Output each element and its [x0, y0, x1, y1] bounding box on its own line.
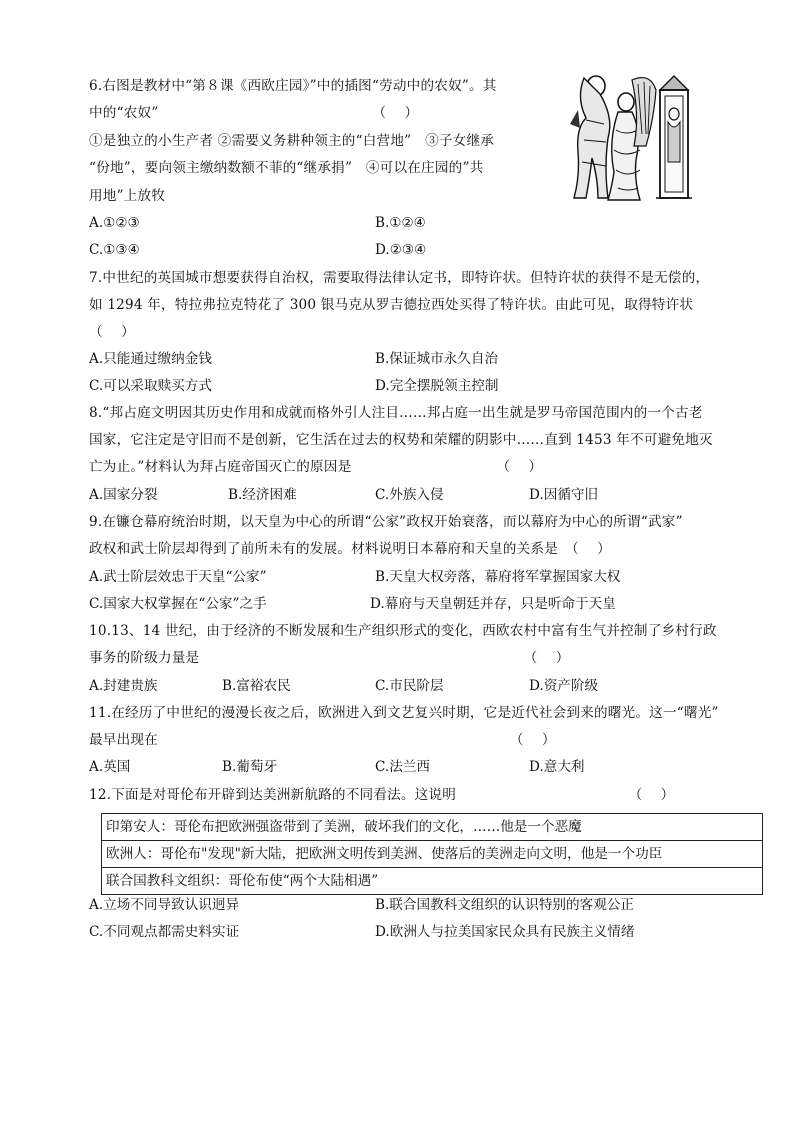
q9-option-b: B.天皇大权旁落，幕府将军掌握国家大权: [375, 569, 621, 585]
q7-option-b: B.保证城市永久自治: [375, 351, 499, 367]
q8-option-c: C.外族入侵: [375, 487, 444, 503]
table-row: [102, 841, 763, 868]
q9-option-a: A.武士阶层效忠于天皇“公家”: [89, 569, 267, 585]
q9-line-1: 9.在镰仓幕府统治时期，以天皇为中心的所谓“公家”政权开始衰落，而以幕府为中心的所谓“武家”: [89, 514, 683, 530]
q6-option-c: C.①③④: [89, 242, 140, 258]
q6-line-1: 6.右图是教材中“第８课《西欧庄园》”中的插图“劳动中的农奴”。其: [89, 78, 497, 94]
q7-option-c: C.可以采取赎买方式: [89, 378, 212, 394]
q12-line-1: 12.下面是对哥伦布开辟到达美洲新航路的不同看法。这说明 （ ）: [89, 787, 675, 803]
q12-option-b: B.联合国教科文组织的认识特别的客观公正: [375, 897, 634, 913]
q9-option-d: D.幕府与天皇朝廷并存，只是听命于天皇: [370, 596, 616, 612]
q8-line-1: 8.“邦占庭文明因其历史作用和成就而格外引人注目……邦占庭一出生就是罗马帝国范围内的一个古老: [89, 405, 703, 421]
q11-option-d: D.意大利: [529, 759, 585, 775]
q9-option-c: C.国家大权掌握在“公家”之手: [89, 596, 267, 612]
q6-line-5: 用地”上放牧: [89, 188, 166, 204]
q10-line-1: 10.13、14 世纪，由于经济的不断发展和生产组织形式的变化，西欧农村中富有生气并控制了乡村行政: [89, 623, 717, 639]
q11-line-1: 11.在经历了中世纪的漫漫长夜之后，欧洲进入到文艺复兴时期，它是近代社会到来的曙光。这一“曙光”: [89, 705, 719, 721]
q12-option-a: A.立场不同导致认识迥异: [89, 897, 240, 913]
q6-line-2: 中的“农奴” （ ）: [89, 105, 419, 121]
serfs-illustration: [556, 70, 696, 204]
q6-option-d: D.②③④: [375, 242, 427, 258]
q11-option-b: B.葡萄牙: [222, 759, 278, 775]
q6-line-3: ①是独立的小生产者 ②需要义务耕种领主的“白营地” ③子女继承: [89, 133, 495, 149]
q10-option-a: A.封建贵族: [89, 678, 158, 694]
q8-option-d: D.因循守旧: [529, 487, 599, 503]
q11-option-c: C.法兰西: [375, 759, 431, 775]
q12-views-table: [101, 813, 763, 895]
q12-option-c: C.不同观点都需史料实证: [89, 924, 240, 940]
q8-option-b: B.经济困难: [228, 487, 297, 503]
q6-option-a: A.①②③: [89, 215, 140, 231]
q10-line-2: 事务的阶级力量是 （ ）: [89, 650, 570, 666]
q11-line-2: 最早出现在 （ ）: [89, 732, 556, 748]
q6-line-4: “份地”，要向领主缴纳数额不菲的“继承捐” ④可以在庄园的”共: [89, 160, 484, 176]
q6-option-b: B.①②④: [375, 215, 426, 231]
q10-option-b: B.富裕农民: [222, 678, 291, 694]
q8-option-a: A.国家分裂: [89, 487, 158, 503]
q8-line-2: 国家，它注定是守旧而不是创新，它生活在过去的权势和荣耀的阴影中……直到 1453 年不可避免地灭: [89, 432, 713, 448]
table-row: [102, 814, 763, 841]
q7-line-3: （ ）: [89, 324, 135, 340]
q10-option-c: C.市民阶层: [375, 678, 444, 694]
q10-option-d: D.资产阶级: [529, 678, 599, 694]
q7-line-1: 7.中世纪的英国城市想要获得自治权，需要取得法律认定书，即特许状。但特许状的获得不是无偿的，: [89, 270, 710, 286]
q8-line-3: 亡为止。”材料认为拜占庭帝国灭亡的原因是 （ ）: [89, 459, 543, 475]
q7-line-2: 如 1294 年，特拉弗拉克特花了 300 银马克从罗吉德拉西处买得了特许状。由此可见，取得特许状: [89, 297, 694, 313]
view-europeans: 欧洲人：哥伦布"发现"新大陆，把欧洲文明传到美洲、使落后的美洲走向文明，他是一个功臣: [102, 841, 763, 868]
table-row: [102, 868, 763, 895]
q11-option-a: A.英国: [89, 759, 131, 775]
view-indians: 印第安人：哥伦布把欧洲强盗带到了美洲，破坏我们的文化，……他是一个恶魔: [102, 814, 763, 841]
q9-line-2: 政权和武士阶层却得到了前所未有的发展。材料说明日本幕府和天皇的关系是 （ ）: [89, 541, 611, 557]
q7-option-d: D.完全摆脱领主控制: [375, 378, 499, 394]
q12-option-d: D.欧洲人与拉美国家民众具有民族主义情绪: [375, 924, 635, 940]
q7-option-a: A.只能通过缴纳金钱: [89, 351, 212, 367]
view-unesco: 联合国教科文组织：哥伦布使“两个大陆相遇”: [102, 868, 763, 895]
